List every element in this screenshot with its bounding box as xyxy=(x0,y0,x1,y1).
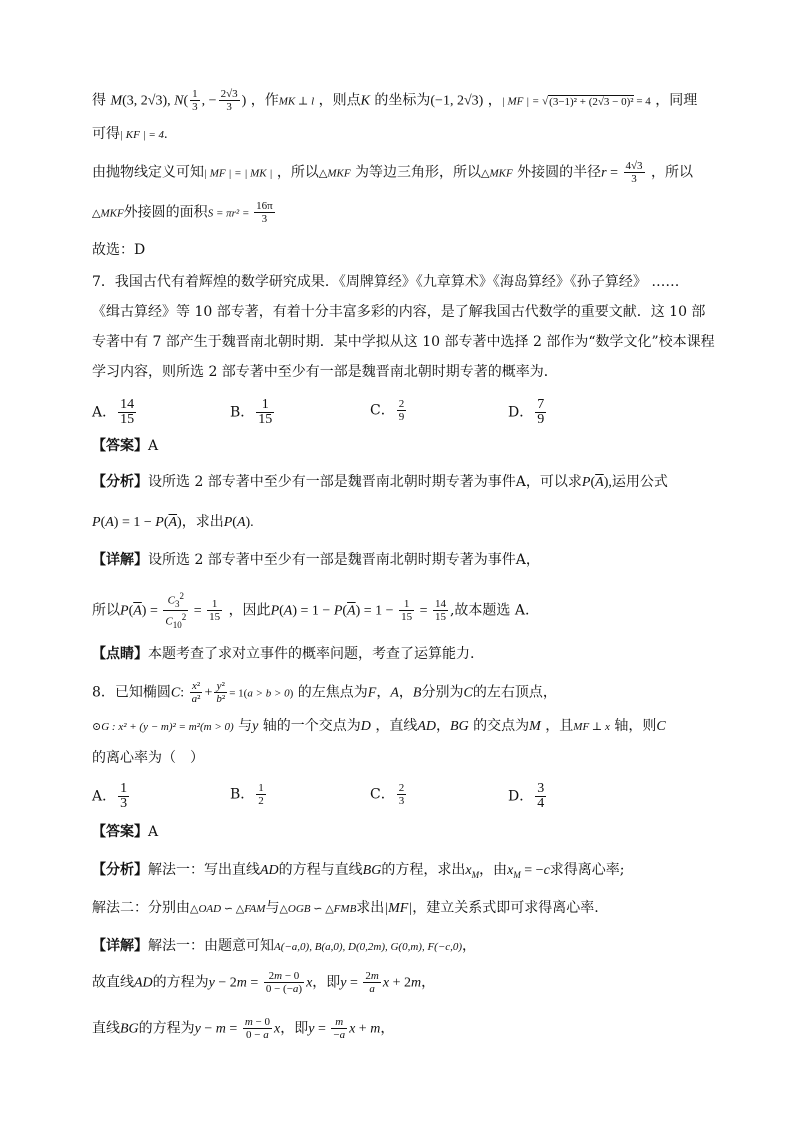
text: ，所以 xyxy=(276,164,319,181)
cont-line-4: △MKF外接圆的面积S = πr² = $\frac{16\pi}{3}$ xyxy=(92,200,273,225)
text: 得 xyxy=(92,92,106,109)
q8-option-c[interactable] xyxy=(370,782,408,807)
text: 轴，则 xyxy=(614,718,657,734)
label: D． xyxy=(508,788,534,805)
answer-tag: 【答案】 xyxy=(92,438,148,454)
q8-detail-2: 故直线AD的方程为y − 2m = $\frac{2m - 0}{0 - (-a)}$ x，即y = $\frac{2m}{a}$ x + 2m， xyxy=(92,970,436,995)
q7-option-a[interactable] xyxy=(92,398,138,427)
label: A． xyxy=(92,404,117,421)
cont-line-3: 由抛物线定义可知| MF | = | MK | ，所以△MKF 为等边三角形，所以△MKF 外接圆的半径r = $\frac{4√3}{3}$ ，所以 xyxy=(92,160,693,185)
detail-tag: 【详解】 xyxy=(92,552,148,568)
text: 为等边三角形，所以 xyxy=(355,164,481,181)
detail-tag: 【详解】 xyxy=(92,938,148,954)
label: C． xyxy=(370,786,395,803)
text: 解法二：分别由 xyxy=(92,900,190,916)
q8-option-d[interactable] xyxy=(508,782,548,811)
text: 解法一：由题意可知 xyxy=(148,938,274,954)
den: 9 xyxy=(398,411,405,423)
q7-option-d[interactable] xyxy=(508,398,548,427)
q8-option-a[interactable] xyxy=(92,782,131,811)
q8-stem-1: 8．已知椭圆C: $\frac{\text{x²}}{\text{a²}}$ + $\frac{\text{y²}}{\text{b²}}$ = 1(a > b > 0) 的左焦点为F，A，B分别为C的左右顶点， xyxy=(92,680,557,705)
text: 8．已知椭圆 xyxy=(92,684,171,701)
q7-detail-calc: 所以$P(\overline{A})$ = $\frac{C_3^2}{C_{10}^2}$ = $\frac{1}{15}$ ，因此$P(A) = 1 - P(\overline{A}) = 1$ − $\frac{1}{15}$ = $\frac{14}{15}$ ,故本题选 A. xyxy=(92,591,530,630)
q7-answer xyxy=(92,436,702,456)
text: 外接圆的半径 xyxy=(517,164,602,181)
text: ，即 xyxy=(280,1020,309,1037)
text: 与 xyxy=(238,718,253,734)
text: 与 xyxy=(265,900,280,916)
den: 9 xyxy=(537,412,545,427)
q7-analysis: 【分析】设所选 2 部专著中至少有一部是魏晋南北朝时期专著为事件A，可以求$P(\overline{A})$,运用公式 xyxy=(92,474,668,490)
q7-options xyxy=(92,398,702,428)
text: 的交点为 xyxy=(473,718,530,734)
text: ，即 xyxy=(312,974,341,991)
text: ，建立关系式即可求得离心率. xyxy=(412,900,599,916)
q7-stem-1: 7．我国古代有着辉煌的数学研究成果．《周牌算经》《九章算术》《海岛算经》《孙子算经》 …… xyxy=(92,274,680,290)
answer-tag: 【答案】 xyxy=(92,824,148,840)
text: 本题考查了求对立事件的概率问题，考查了运算能力. xyxy=(148,646,475,662)
num: 1 xyxy=(256,398,274,413)
q7-detail xyxy=(92,550,702,570)
text: ，直线 xyxy=(375,718,418,734)
text: 运用公式 xyxy=(611,474,668,490)
text: 的离心率为（ ） xyxy=(92,750,204,766)
q7-option-b[interactable] xyxy=(230,398,276,427)
num: 3 xyxy=(537,781,545,796)
text: ， xyxy=(487,92,502,109)
num: 2 xyxy=(398,782,405,794)
label: D． xyxy=(508,404,534,421)
text: ，且 xyxy=(545,718,574,734)
text: 的方程为 xyxy=(152,974,209,991)
q7-analysis-formula: $P(A) = 1 - P(\overline{A})$，求出P(A). xyxy=(92,514,254,530)
text: ，求出 xyxy=(181,514,224,530)
text: 可得 xyxy=(92,126,120,142)
analysis-tag: 【分析】 xyxy=(92,862,148,878)
den: 4 xyxy=(537,796,545,811)
text: ,故本题选 A. xyxy=(449,602,530,619)
text: 求出 xyxy=(356,900,385,916)
q8-detail-3: 直线BG的方程为y − m = $\frac{m - 0}{0 - a}$ x，即y = $\frac{m}{-a}$ x + m， xyxy=(92,1016,395,1041)
label: B． xyxy=(230,404,255,421)
text: 外接圆的面积 xyxy=(123,204,208,221)
text: 的方程与直线 xyxy=(278,862,363,878)
q8-analysis-2: 解法二：分别由△OAD ∽ △FAM与△OGB ∽ △FMB求出|MF|，建立关系式即可求得离心率. xyxy=(92,900,599,916)
cont-line-2: 可得| KF | = 4. xyxy=(92,126,168,142)
num: 2 xyxy=(398,398,405,410)
text: 的方程为 xyxy=(138,1020,195,1037)
den: 3 xyxy=(120,796,128,811)
text: 设所选 2 部专著中至少有一部是魏晋南北朝时期专著为事件A， xyxy=(148,552,540,568)
text: 的左焦点为 xyxy=(297,684,368,701)
answer-value: A xyxy=(148,824,159,840)
answer-value: A xyxy=(148,438,159,454)
analysis-tag: 【分析】 xyxy=(92,474,148,490)
text: ， xyxy=(376,684,391,701)
text: ，作 xyxy=(250,92,279,109)
text: 故直线 xyxy=(92,974,134,991)
q8-answer xyxy=(92,822,702,842)
q8-analysis-1: 【分析】解法一：写出直线AD的方程与直线BG的方程，求出$x_M$，由$x_M = -c$求得离心率; xyxy=(92,862,625,880)
q8-detail-1: 【详解】解法一：由题意可知A(−a,0), B(a,0), D(0,2m), G(0,m), F(−c,0)， xyxy=(92,938,477,954)
q8-option-b[interactable] xyxy=(230,782,268,807)
text: ，所以 xyxy=(651,164,693,181)
num: 14 xyxy=(120,397,135,412)
text: ，由 xyxy=(479,862,508,878)
text: 求得离心率; xyxy=(549,862,625,878)
text: 的坐标为 xyxy=(374,92,431,109)
q8-stem-2: ⊙G : x² + (y − m)² = m²(m > 0) 与y 轴的一个交点为D ，直线AD，BG 的交点为M ，且MF ⊥ x 轴，则C xyxy=(92,718,666,734)
text: 所以 xyxy=(92,602,120,619)
num: 7 xyxy=(537,397,545,412)
text: ，同理 xyxy=(655,92,698,109)
label: B． xyxy=(230,786,255,803)
text: 解法一：写出直线 xyxy=(148,862,260,878)
q7-option-c[interactable] xyxy=(370,398,408,423)
q7-stem-4: 学习内容，则所选 2 部专著中至少有一部是魏晋南北朝时期专著的概率为． xyxy=(92,364,558,380)
text: 轴的一个交点为 xyxy=(262,718,361,734)
cont-line-1: 得 M(3, 2√3), N( $\frac{1}{3}$ , − $\frac{2√3}{3}$ ) ，作MK ⊥ l ，则点K 的坐标为(−1, 2√3) ，| MF | = √(3−1)² + (2√3 − 0)² = 4 ，同理 xyxy=(92,88,698,113)
text: ，因此 xyxy=(228,602,271,619)
text: 直线 xyxy=(92,1020,120,1037)
den: 15 xyxy=(120,412,135,427)
num: 1 xyxy=(258,782,264,794)
text: ，则点 xyxy=(318,92,361,109)
q7-stem-3: 专著中有 7 部产生于魏晋南北朝时期．某中学拟从这 10 部专著中选择 2 部作为“数学文化”校本课程 xyxy=(92,334,715,350)
comment-tag: 【点睛】 xyxy=(92,646,148,662)
text: 的方程，求出 xyxy=(381,862,466,878)
q7-comment xyxy=(92,644,702,664)
text: 的左右顶点， xyxy=(472,684,557,701)
label: C． xyxy=(370,402,395,419)
q8-options xyxy=(92,782,702,812)
num: 1 xyxy=(120,781,128,796)
text: 由抛物线定义可知 xyxy=(92,164,204,181)
label: A． xyxy=(92,788,117,805)
q8-stem-3 xyxy=(92,748,702,768)
den: 2 xyxy=(258,795,264,807)
text: 设所选 2 部专著中至少有一部是魏晋南北朝时期专著为事件A，可以求 xyxy=(148,474,582,490)
den: 15 xyxy=(258,412,273,427)
den: 3 xyxy=(398,795,405,807)
q7-stem-2: 《缉古算经》等 10 部专著，有着十分丰富多彩的内容，是了解我国古代数学的重要文献．这 10 部 xyxy=(92,304,706,320)
text: 分别为 xyxy=(421,684,464,701)
cont-line-5: 故选：D xyxy=(92,242,146,258)
